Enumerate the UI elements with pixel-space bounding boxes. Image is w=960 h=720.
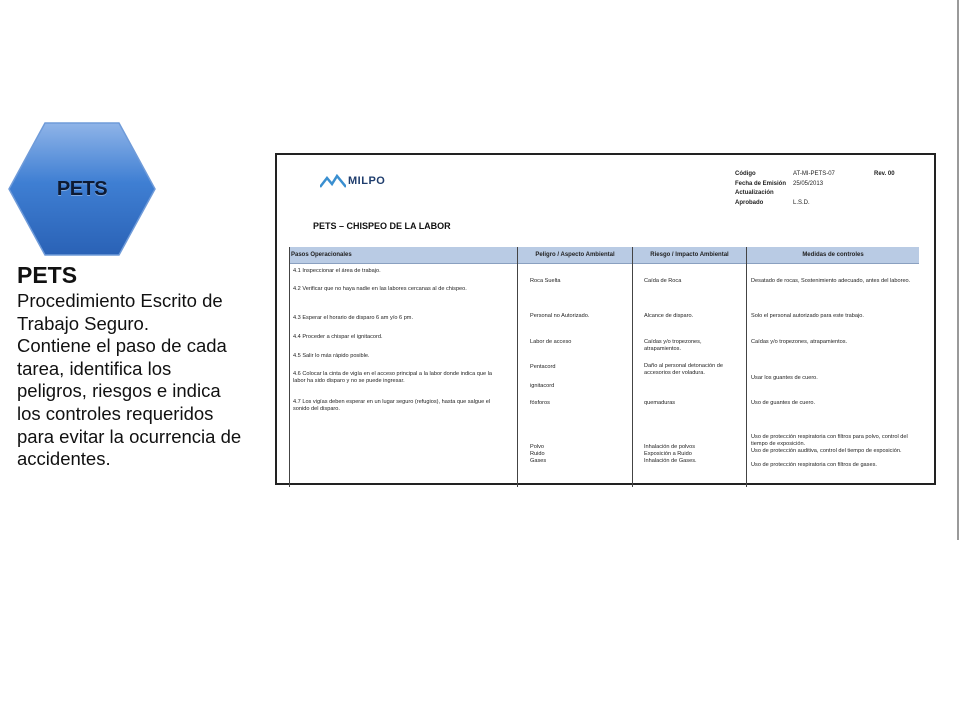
desc-line: los controles requeridos xyxy=(17,402,214,424)
meta-actualizacion-label: Actualización xyxy=(735,190,774,196)
header-riesgo: Riesgo / Impacto Ambiental xyxy=(650,251,729,258)
meta-fecha-value: 25/05/2013 xyxy=(793,180,824,187)
column-divider xyxy=(632,247,633,487)
riesgo-item: Inhalación de Gases. xyxy=(644,458,697,464)
pets-table xyxy=(289,247,919,487)
medida-item: Uso de guantes de cuero. xyxy=(751,400,816,406)
desc-line: para evitar la ocurrencia de xyxy=(17,425,242,447)
peligro-item: Labor de acceso xyxy=(530,339,572,345)
pets-document xyxy=(275,153,936,485)
pets-hexagon xyxy=(8,122,156,256)
left-title: PETS xyxy=(17,262,78,288)
desc-line: tarea, identifica los xyxy=(17,357,172,379)
peligro-item: ignitacord xyxy=(530,383,555,389)
doc-title: PETS – CHISPEO DE LA LABOR xyxy=(313,221,451,231)
meta-actualizacion-value xyxy=(793,189,858,199)
column-divider xyxy=(289,247,290,487)
medida-item: Solo el personal autorizado para este trabajo. xyxy=(751,313,864,319)
right-edge-line xyxy=(957,0,959,540)
meta-aprobado-label: Aprobado xyxy=(735,199,764,206)
paso-item: 4.3 Esperar el horario de disparo 6 am y/o 6 pm. xyxy=(293,315,414,321)
header-peligro: Peligro / Aspecto Ambiental xyxy=(535,251,615,258)
peligro-item: Pentacord xyxy=(530,364,556,370)
milpo-logo xyxy=(320,174,385,188)
medida-item: Caídas y/o tropezones, atrapamientos. xyxy=(751,339,848,345)
paso-item: 4.7 Los vigías deben esperar en un lugar seguro (refugios), hasta que salgue el sonido del disparo. xyxy=(293,399,491,412)
paso-item: 4.6 Colocar la cinta de vigía en el acceso principal a la labor donde indica que la labor ha sido disparo y no se puede ingresar. xyxy=(293,371,493,384)
peligro-item: Polvo xyxy=(530,444,544,450)
meta-codigo-label: Código xyxy=(735,171,756,177)
riesgo-item: quemaduras xyxy=(644,400,676,406)
left-description xyxy=(17,290,267,471)
medida-item: Uso de protección auditiva, control del tiempo de exposición. xyxy=(751,448,902,454)
riesgo-item: Alcance de disparo. xyxy=(644,313,694,319)
meta-rev: Rev. 00 xyxy=(874,171,895,177)
doc-meta xyxy=(735,170,895,208)
paso-item: 4.5 Salir lo más rápido posible. xyxy=(293,353,370,359)
medida-item: Desatado de rocas, Sostenimiento adecuado, antes del laboreo. xyxy=(751,278,911,284)
meta-codigo-value: AT-MI-PETS-07 xyxy=(793,171,835,177)
medida-item: Usar los guantes de cuero. xyxy=(751,375,818,381)
riesgo-item: Exposición a Ruido xyxy=(644,451,692,457)
paso-item: 4.4 Proceder a chispar el ignitacord. xyxy=(293,334,383,340)
hexagon-label: PETS xyxy=(56,177,108,200)
table-header xyxy=(289,247,919,264)
meta-fecha-label: Fecha de Emisión xyxy=(735,180,787,187)
riesgo-item: Inhalación de polvos xyxy=(644,444,696,450)
riesgo-item: Daño al personal detonación de accesorios der voladura. xyxy=(644,363,723,376)
medida-item: Uso de protección respiratoria con filtros de gases. xyxy=(751,462,877,468)
paso-item: 4.1 Inspeccionar el área de trabajo. xyxy=(293,268,381,274)
peligro-item: fósforos xyxy=(530,400,550,406)
riesgo-item: Caída de Roca xyxy=(644,278,682,284)
column-divider xyxy=(746,247,747,487)
peligro-item: Roca Suelta xyxy=(530,278,561,284)
desc-line: Trabajo Seguro. xyxy=(17,312,149,334)
desc-line: peligros, riesgos e indica xyxy=(17,380,221,402)
mountain-logo-icon xyxy=(320,174,346,188)
header-medidas: Medidas de controles xyxy=(802,251,864,258)
riesgo-item: Caídas y/o tropezones, atrapamientos. xyxy=(644,339,702,352)
peligro-item: Gases xyxy=(530,458,547,464)
peligro-item: Ruido xyxy=(530,451,545,457)
peligro-item: Personal no Autorizado. xyxy=(530,313,590,319)
desc-line: Contiene el paso de cada xyxy=(17,335,227,357)
meta-aprobado-value: L.S.D. xyxy=(793,199,810,206)
paso-item: 4.2 Verificar que no haya nadie en las labores cercanas al de chispeo. xyxy=(293,286,467,292)
logo-text: MILPO xyxy=(348,175,386,187)
header-pasos: Pasos Operacionales xyxy=(291,251,352,258)
desc-line: Procedimiento Escrito de xyxy=(17,290,223,311)
desc-line: accidentes. xyxy=(17,448,111,470)
medida-item: Uso de protección respiratoria con filtros para polvo, control del tiempo de exposición. xyxy=(751,434,908,447)
column-divider xyxy=(517,247,518,487)
